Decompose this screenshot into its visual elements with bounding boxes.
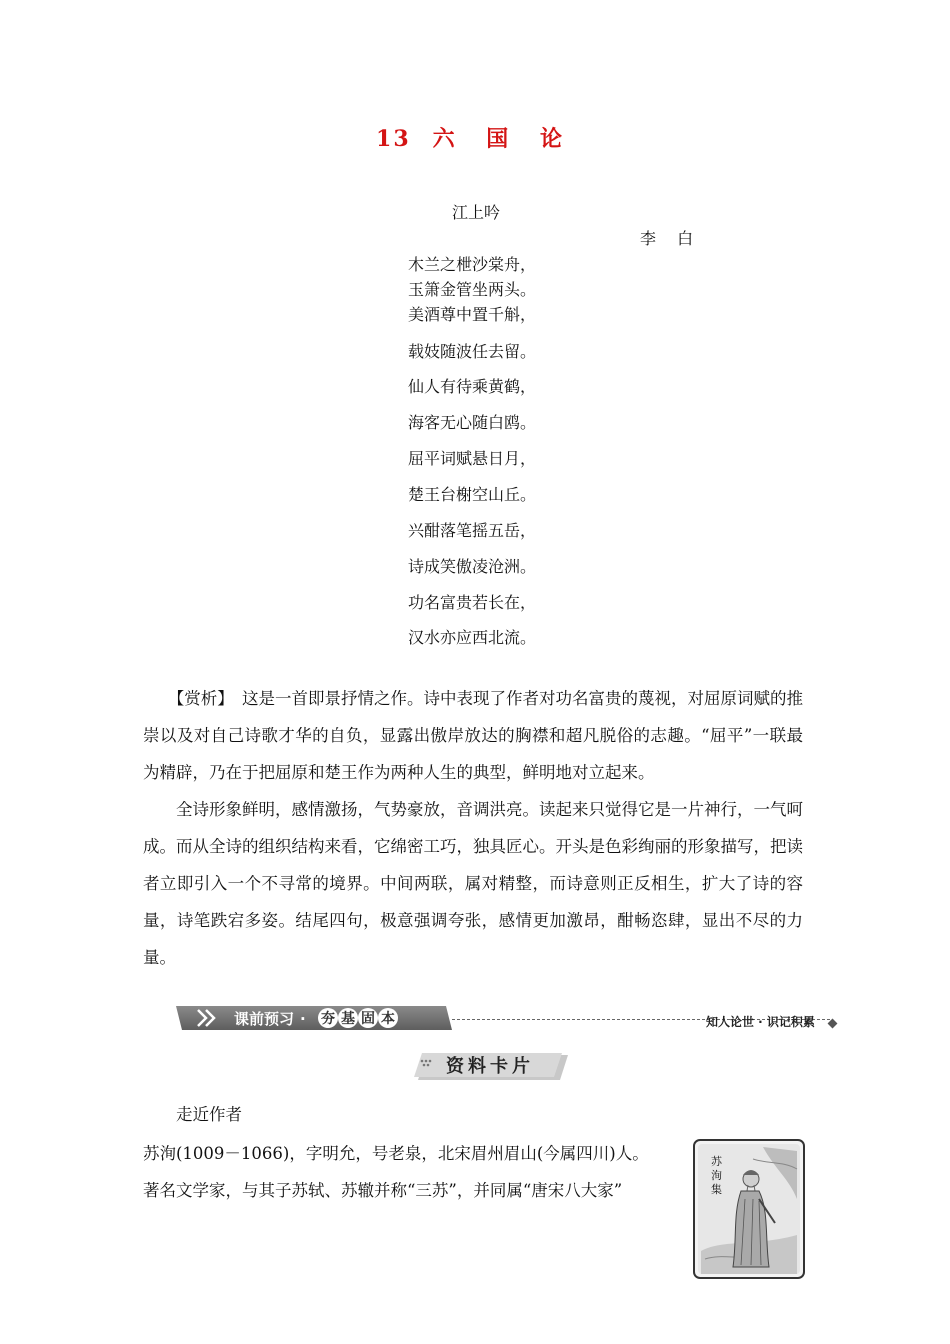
bio-line: 著名文学家，与其子苏轼、苏辙并称“三苏”，并同属“唐宋八大家” [143,1181,623,1200]
poem-line: 载妓随波任去留。 [408,342,537,361]
author-bio [143,1135,703,1209]
poem-line: 玉箫金管坐两头。 [408,280,537,299]
section-heading: 走近作者 [176,1105,242,1124]
portrait-caption-char: 苏 [711,1155,722,1168]
poem-line: 美酒尊中置千斛， [408,305,537,324]
poem-author: 李 白 [640,229,702,248]
bio-line: 苏洵(1009－1066)，字明允，号老泉，北宋眉州眉山(今属四川)人。 [143,1144,649,1163]
analysis-paragraph: 【赏析】 这是一首即景抒情之作。诗中表现了作者对功名富贵的蔑视，对屈原词赋的推崇以及对自己诗歌才华的自负，显露出傲岸放达的胸襟和超凡脱俗的志趣。“屈平”一联最为精辟，乃在于把屈原和楚王作为两种人生的典型，鲜明地对立起来。 [143,689,803,782]
poem-line: 汉水亦应西北流。 [408,628,537,647]
banner-char: 固 [361,1011,375,1027]
section-banner [176,1006,452,1030]
banner-left-text: 课前预习 [234,1010,295,1028]
banner-dot: · [300,1010,306,1028]
card-title: 资料卡片 [446,1056,534,1077]
analysis-paragraph: 全诗形象鲜明，感情激扬，气势豪放，音调洪亮。读起来只觉得它是一片神行，一气呵成。而从全诗的组织结构来看，它绵密工巧，独具匠心。开头是色彩绚丽的形象描写，把读者立即引入一个不寻常的境界。中间两联，属对精整，而诗意则正反相生，扩大了诗的容量，诗笔跌宕多姿。结尾四句，极意强调夸张，感情更加激昂，酣畅恣肆，显出不尽的力量。 [143,800,803,967]
lesson-number: 13 [376,126,411,152]
author-portrait [693,1139,805,1279]
lesson-title: 六 国 论 [432,126,574,152]
poem-line: 木兰之枻沙棠舟， [408,255,537,274]
page-title [0,122,950,153]
poem-line: 兴酣落笔摇五岳， [408,521,537,540]
poem-line: 海客无心随白鸥。 [408,413,537,432]
banner-char: 基 [341,1011,355,1027]
poem-line: 楚王台榭空山丘。 [408,485,537,504]
portrait-caption-char: 洵 [711,1169,722,1182]
banner-char: 本 [381,1011,395,1027]
analysis-block [143,680,803,976]
diamond-icon [828,1019,838,1029]
poem-title: 江上吟 [452,203,501,222]
poem-line: 诗成笑傲凌沧洲。 [408,557,537,576]
poem-line: 功名富贵若长在， [408,593,537,612]
portrait-caption-char: 集 [711,1183,722,1196]
banner-background [176,1006,452,1030]
poem-line: 屈平词赋悬日月， [408,449,537,468]
banner-right-text: 知人论世 · 识记积累 [706,1015,815,1029]
banner-char: 夯 [321,1011,335,1027]
card-title-box [412,1052,568,1082]
poem-line: 仙人有待乘黄鹤， [408,377,537,396]
